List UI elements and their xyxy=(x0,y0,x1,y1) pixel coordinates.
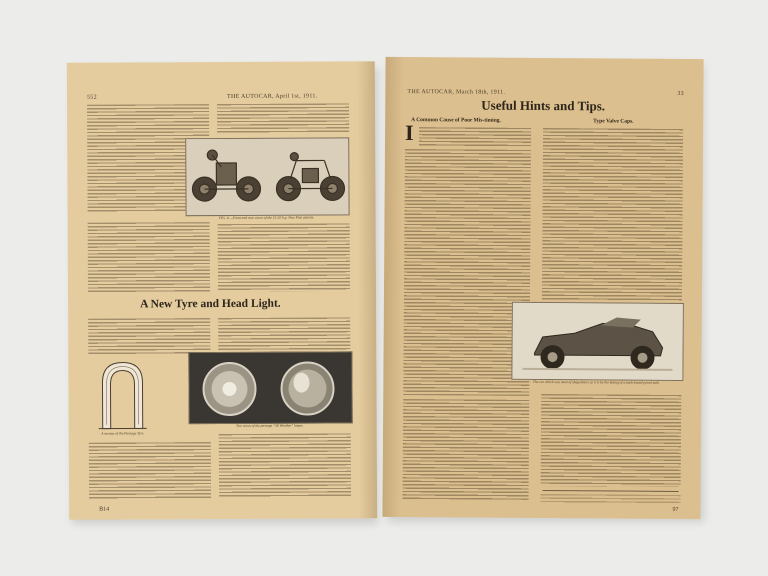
headlamp-illustration xyxy=(189,352,351,423)
left-text-col-2-lower xyxy=(218,317,350,354)
left-text-col-1-mid xyxy=(88,222,210,293)
left-text-col-2-mid xyxy=(218,223,350,292)
right-article-title: Useful Hints and Tips. xyxy=(481,97,606,114)
tyre-figure-caption: A section of the Passage Tyre. xyxy=(101,431,145,436)
left-magazine-page xyxy=(67,61,377,520)
chassis-illustration xyxy=(186,138,348,215)
left-text-col-1-lower xyxy=(88,318,210,355)
right-text-col-1-bottom xyxy=(403,399,530,500)
left-article-title: A New Tyre and Head Light. xyxy=(140,297,281,311)
right-page-number-top: 33 xyxy=(677,90,684,97)
right-running-head: THE AUTOCAR, March 18th, 1911. xyxy=(407,89,506,96)
car-illustration xyxy=(512,303,683,380)
left-text-col-2-bottom xyxy=(219,433,351,498)
left-text-col-1-bottom xyxy=(89,442,211,499)
left-page-number-bottom: B14 xyxy=(99,506,110,513)
left-text-col-2-top xyxy=(217,103,349,134)
tyre-section-figure xyxy=(90,358,154,430)
right-text-col-1-intro xyxy=(419,127,531,148)
headlamp-photo-figure xyxy=(188,351,352,424)
car-figure-caption: The car which was most of shapeliness as it is by the letting of a back-based petrol tank. xyxy=(532,379,660,385)
right-dropcap: I xyxy=(404,120,414,146)
left-page-number-top: 552 xyxy=(86,94,97,101)
right-subhead-right: Type Valve Caps. xyxy=(593,118,634,125)
headlamp-figure-caption: Two views of the passage "All Weather" lamps. xyxy=(235,423,304,428)
right-text-col-2-top xyxy=(542,128,683,301)
car-photo-figure xyxy=(511,302,684,381)
chassis-photo-figure xyxy=(185,137,349,216)
right-page-number-bottom: 97 xyxy=(672,506,679,513)
left-running-head: THE AUTOCAR, April 1st, 1911. xyxy=(226,93,318,100)
right-footnote-rule xyxy=(543,490,679,492)
left-page-gutter-shade xyxy=(357,61,377,518)
right-subhead-left: A Common Cause of Poor Mis-timing. xyxy=(411,117,501,124)
right-text-col-2-bottom xyxy=(541,394,682,487)
right-page-gutter-shade xyxy=(382,57,403,517)
tyre-section-illustration xyxy=(90,358,154,430)
right-footnote-text xyxy=(540,494,680,505)
chassis-figure-caption: FIG. 6.—Front and rear views of the 15-20 h.p. New Pick chassis. xyxy=(219,215,315,221)
right-magazine-page xyxy=(382,57,703,519)
